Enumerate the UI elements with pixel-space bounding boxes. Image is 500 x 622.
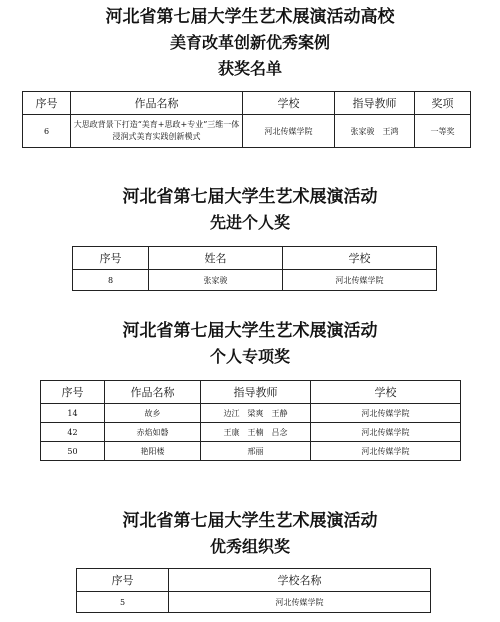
section4-title-line1: 河北省第七届大学生艺术展演活动: [122, 511, 378, 531]
cell-work-name: 赤焰如磐: [105, 423, 201, 442]
section2-title-line2: 先进个人奖: [209, 213, 290, 232]
header-no: 序号: [77, 569, 169, 592]
header-teacher: 指导教师: [335, 92, 415, 115]
cell-school: 河北传媒学院: [311, 423, 461, 442]
organization-award-table: [76, 568, 431, 613]
table-row: [41, 404, 461, 423]
cell-no: 5: [77, 592, 169, 613]
section1-title-line1: 河北省第七届大学生艺术展演活动高校: [105, 7, 395, 27]
cell-teacher: 张家骏 王鸿: [335, 115, 415, 148]
section1-title-line3: 获奖名单: [217, 59, 282, 78]
cell-no: 14: [41, 404, 105, 423]
header-no: 序号: [23, 92, 71, 115]
table-row: [41, 442, 461, 461]
header-school-name: 学校名称: [169, 569, 431, 592]
cell-teacher: 邢丽: [201, 442, 311, 461]
section1-title-line2: 美育改革创新优秀案例: [169, 33, 330, 52]
cell-school: 河北传媒学院: [169, 592, 431, 613]
cell-work-name: 艳阳楼: [105, 442, 201, 461]
cell-teacher: 王康 王楠 吕念: [201, 423, 311, 442]
table-header-row: [73, 247, 437, 270]
section3-title-line2: 个人专项奖: [209, 347, 290, 366]
header-no: 序号: [73, 247, 149, 270]
special-award-table: [40, 380, 461, 461]
table-row: [77, 592, 431, 613]
case-award-table: [22, 91, 471, 148]
cell-school: 河北传媒学院: [243, 115, 335, 148]
header-work-name: 作品名称: [71, 92, 243, 115]
cell-no: 6: [23, 115, 71, 148]
cell-school: 河北传媒学院: [311, 404, 461, 423]
table-header-row: [77, 569, 431, 592]
section3-title-line1: 河北省第七届大学生艺术展演活动: [122, 321, 378, 341]
individual-award-table: [72, 246, 437, 291]
cell-teacher: 边江 梁爽 王静: [201, 404, 311, 423]
header-no: 序号: [41, 381, 105, 404]
header-school: 学校: [283, 247, 437, 270]
cell-school: 河北传媒学院: [283, 270, 437, 291]
header-school: 学校: [311, 381, 461, 404]
header-work-name: 作品名称: [105, 381, 201, 404]
cell-no: 42: [41, 423, 105, 442]
header-teacher: 指导教师: [201, 381, 311, 404]
cell-award: 一等奖: [415, 115, 471, 148]
cell-work-name: 大思政背景下打造“美育+思政+专业”三维一体浸润式美育实践创新模式: [71, 115, 243, 148]
table-header-row: [41, 381, 461, 404]
header-name: 姓名: [149, 247, 283, 270]
header-school: 学校: [243, 92, 335, 115]
cell-no: 50: [41, 442, 105, 461]
table-row: [41, 423, 461, 442]
header-award: 奖项: [415, 92, 471, 115]
table-row: [73, 270, 437, 291]
cell-school: 河北传媒学院: [311, 442, 461, 461]
cell-no: 8: [73, 270, 149, 291]
cell-work-name: 故乡: [105, 404, 201, 423]
section4-title-line2: 优秀组织奖: [209, 537, 290, 556]
table-row: [23, 115, 471, 148]
cell-name: 张家骏: [149, 270, 283, 291]
section2-title-line1: 河北省第七届大学生艺术展演活动: [122, 187, 378, 207]
table-header-row: [23, 92, 471, 115]
